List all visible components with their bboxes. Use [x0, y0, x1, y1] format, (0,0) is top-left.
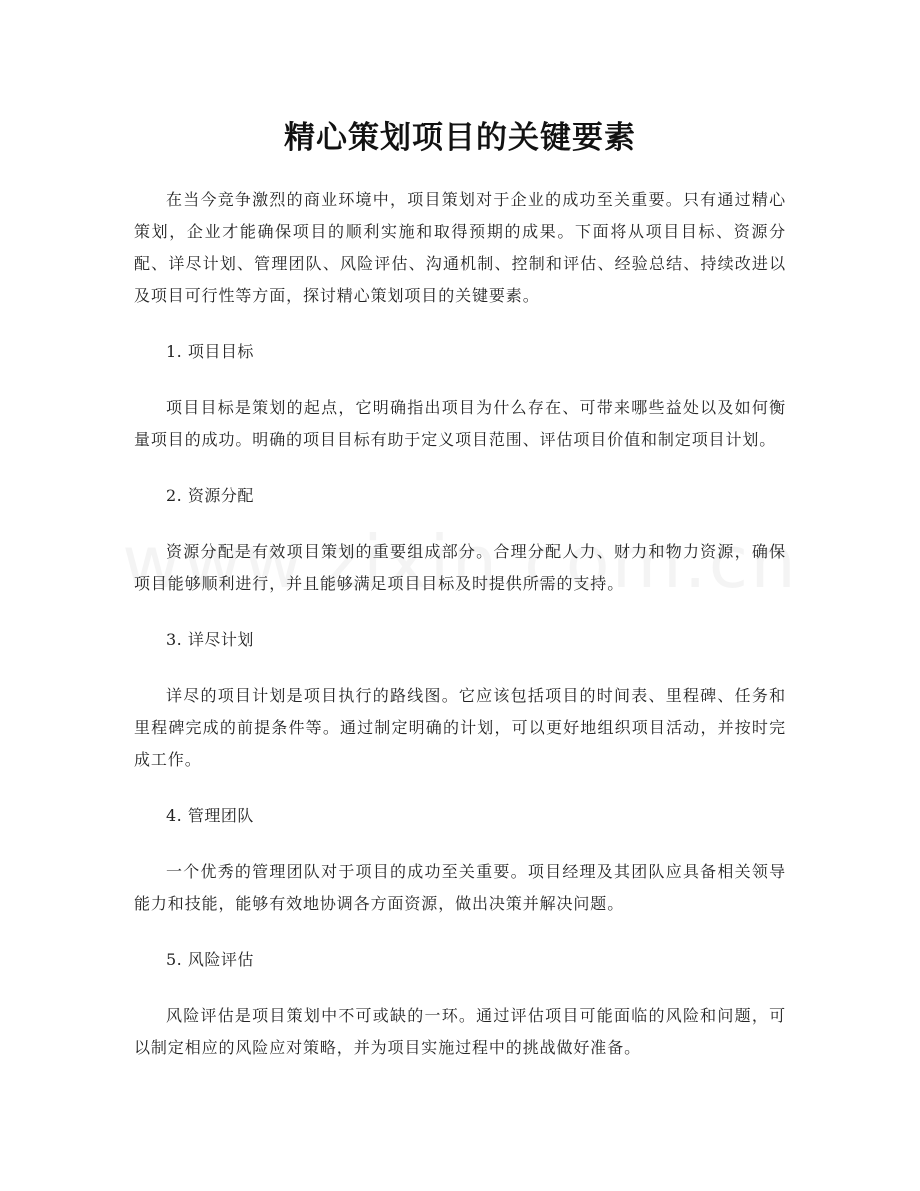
section-body-5: 风险评估是项目策划中不可或缺的一环。通过评估项目可能面临的风险和问题，可以制定相应的风险应对策略，并为项目实施过程中的挑战做好准备。 [134, 1006, 786, 1057]
intro-paragraph: 在当今竞争激烈的商业环境中，项目策划对于企业的成功至关重要。只有通过精心策划，企业才能确保项目的顺利实施和取得预期的成果。下面将从项目目标、资源分配、详尽计划、管理团队、风险评估、沟通机制、控制和评估、经验总结、持续改进以及项目可行性等方面，探讨精心策划项目的关键要素。 [134, 190, 786, 305]
section-heading-1: 1. 项目目标 [166, 342, 254, 361]
document-body [134, 184, 786, 1088]
section-heading-4: 4. 管理团队 [166, 806, 254, 825]
section-body-3: 详尽的项目计划是项目执行的路线图。它应该包括项目的时间表、里程碑、任务和里程碑完成的前提条件等。通过制定明确的计划，可以更好地组织项目活动，并按时完成工作。 [134, 686, 786, 769]
document-title: 精心策划项目的关键要素 [284, 120, 636, 156]
section-body-4: 一个优秀的管理团队对于项目的成功至关重要。项目经理及其团队应具备相关领导能力和技能，能够有效地协调各方面资源，做出决策并解决问题。 [134, 862, 786, 913]
section-heading-3: 3. 详尽计划 [166, 630, 254, 649]
section-heading-5: 5. 风险评估 [166, 950, 254, 969]
section-body-1: 项目目标是策划的起点，它明确指出项目为什么存在、可带来哪些益处以及如何衡量项目的成功。明确的项目目标有助于定义项目范围、评估项目价值和制定项目计划。 [134, 398, 786, 449]
section-body-2: 资源分配是有效项目策划的重要组成部分。合理分配人力、财力和物力资源，确保项目能够顺利进行，并且能够满足项目目标及时提供所需的支持。 [134, 542, 786, 593]
section-heading-2: 2. 资源分配 [166, 486, 254, 505]
